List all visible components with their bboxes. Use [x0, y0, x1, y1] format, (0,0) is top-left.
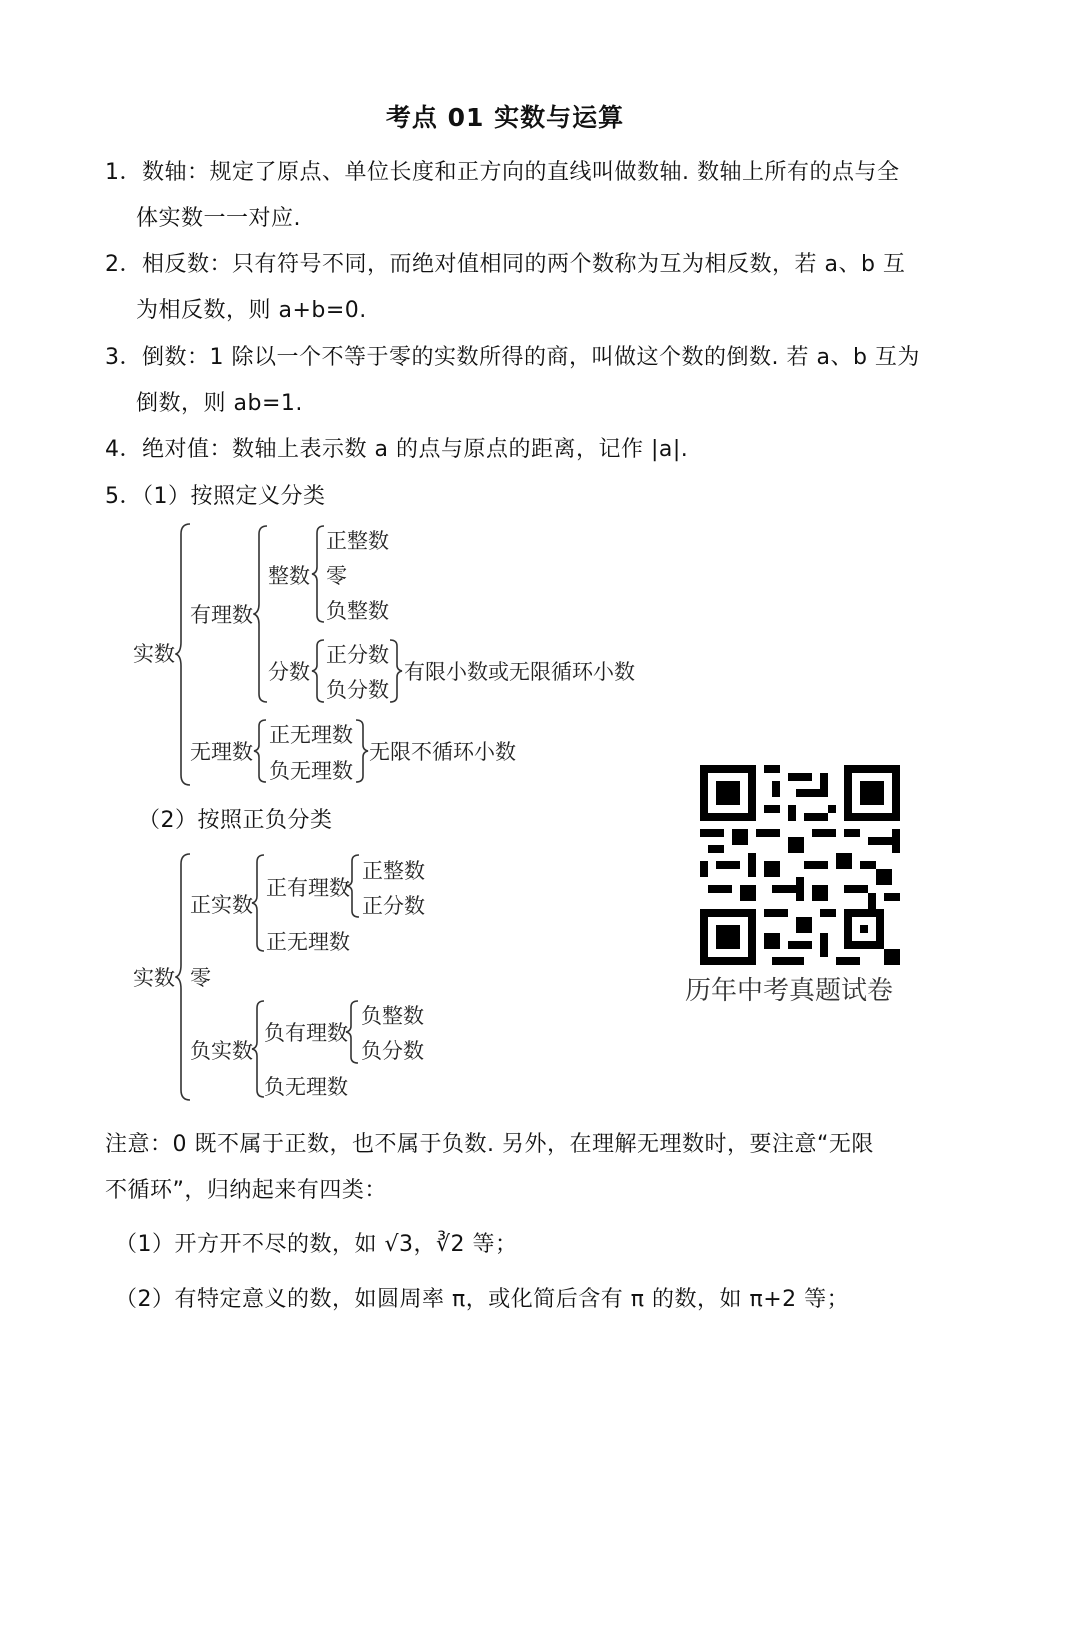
- subheading-2: （2）按照正负分类: [138, 808, 333, 833]
- irrational-right-brace: [353, 718, 369, 784]
- tree2-negative: 负实数: [190, 1039, 253, 1063]
- qr-caption: 历年中考真题试卷: [685, 976, 894, 1006]
- tree1-neg-frac: 负分数: [326, 678, 389, 702]
- tree2-positive: 正实数: [190, 893, 253, 917]
- tree1-neg-irr: 负无理数: [269, 759, 353, 783]
- neg-rational-brace: [345, 999, 361, 1065]
- pos-rational-brace: [346, 853, 362, 919]
- tree1-pos-irr: 正无理数: [269, 723, 353, 747]
- tree1-rational: 有理数: [190, 603, 253, 627]
- item-3-line-1: 3．倒数：1 除以一个不等于零的实数所得的商，叫做这个数的倒数. 若 a、b 互为: [105, 345, 920, 370]
- tree2-pos-irr: 正无理数: [266, 930, 350, 954]
- integer-brace: [311, 524, 327, 624]
- positive-brace: [251, 853, 267, 953]
- tree1-pos-int: 正整数: [326, 529, 389, 553]
- tree1-irr-note: 无限不循环小数: [369, 740, 516, 764]
- tree1-integer: 整数: [268, 564, 310, 588]
- fraction-right-brace: [387, 638, 403, 704]
- note-point-2: （2）有特定意义的数，如圆周率 π，或化简后含有 π 的数，如 π+2 等；: [115, 1287, 850, 1312]
- tree2-neg-frac: 负分数: [361, 1039, 424, 1063]
- note-point-1: （1）开方开不尽的数，如 √3，∛2 等；: [115, 1232, 518, 1257]
- tree1-neg-int: 负整数: [326, 599, 389, 623]
- item-2-line-2: 为相反数，则 a+b=0.: [136, 298, 367, 323]
- item-2-line-1: 2．相反数：只有符号不同，而绝对值相同的两个数称为互为相反数，若 a、b 互: [105, 252, 906, 277]
- item-3-line-2: 倒数，则 ab=1.: [136, 391, 303, 416]
- item-5: 5．（1）按照定义分类: [105, 484, 326, 509]
- item-4: 4．绝对值：数轴上表示数 a 的点与原点的距离，记作 |a|.: [105, 437, 689, 462]
- tree2-neg-irr: 负无理数: [264, 1075, 348, 1099]
- tree2-pos-frac: 正分数: [362, 894, 425, 918]
- tree1-pos-frac: 正分数: [326, 643, 389, 667]
- tree1-zero: 零: [326, 564, 347, 588]
- note-line-1: 注意：0 既不属于正数，也不属于负数. 另外，在理解无理数时，要注意“无限: [105, 1132, 874, 1157]
- tree1-frac-note: 有限小数或无限循环小数: [404, 660, 635, 684]
- tree2-root: 实数: [133, 966, 175, 990]
- tree2-neg-int: 负整数: [361, 1004, 424, 1028]
- item-1-line-1: 1．数轴：规定了原点、单位长度和正方向的直线叫做数轴. 数轴上所有的点与全: [105, 160, 900, 185]
- tree2-pos-rational: 正有理数: [266, 876, 350, 900]
- tree1-root: 实数: [133, 642, 175, 666]
- irrational-brace: [253, 718, 269, 784]
- tree1-irrational: 无理数: [190, 740, 253, 764]
- item-1-line-2: 体实数一一对应.: [136, 206, 301, 231]
- tree1-fraction: 分数: [268, 660, 310, 684]
- page-title: 考点 01 实数与运算: [385, 103, 625, 132]
- tree2-pos-int: 正整数: [362, 859, 425, 883]
- qr-code-image: [700, 765, 900, 965]
- fraction-brace: [311, 638, 327, 704]
- tree2-neg-rational: 负有理数: [264, 1021, 348, 1045]
- note-line-2: 不循环”，归纳起来有四类：: [105, 1178, 387, 1203]
- tree2-zero: 零: [190, 966, 211, 990]
